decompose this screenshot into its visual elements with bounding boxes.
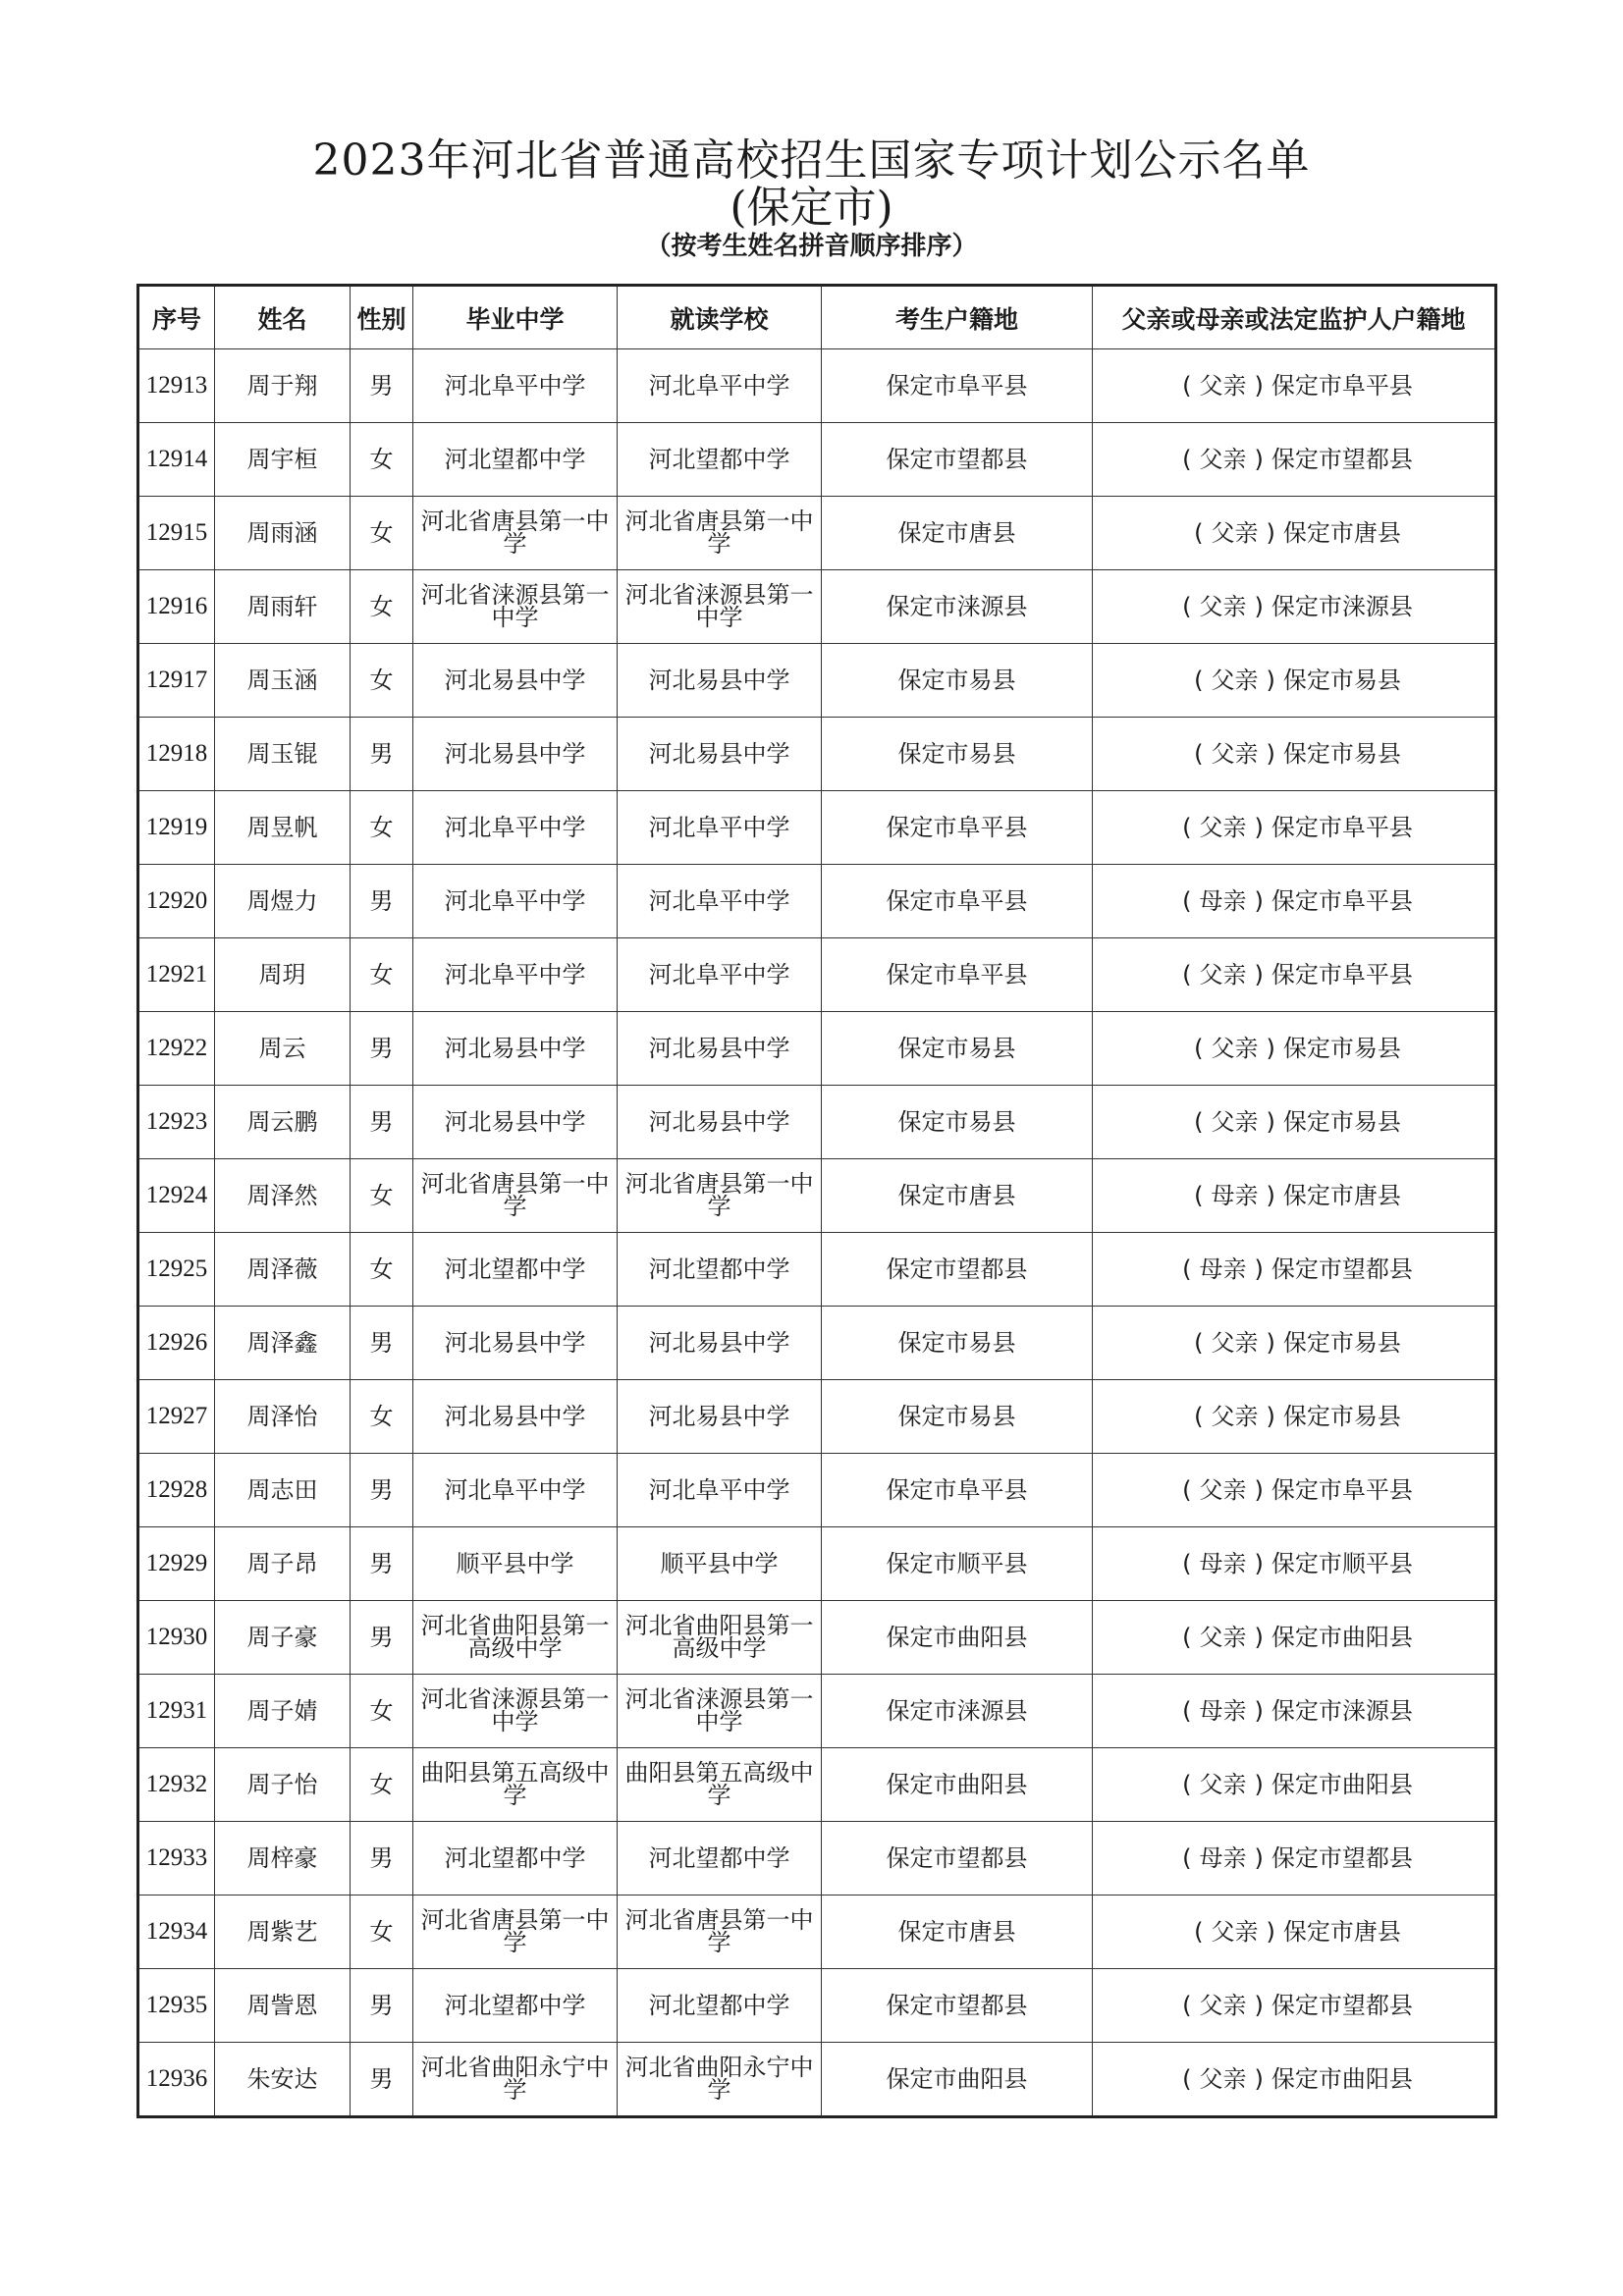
sort-note: （按考生姓名拼音顺序排序） [645, 232, 978, 261]
cell-name: 周子婧 [215, 1675, 351, 1748]
cell-no: 12929 [138, 1527, 215, 1601]
guardian-relation: 父亲 [1211, 1108, 1259, 1136]
table-row [138, 791, 1496, 865]
cell-guardian-hukou: ( 父亲 ) 保定市易县 [1093, 718, 1496, 791]
table-body [138, 349, 1496, 2117]
cell-grad-school: 河北阜平中学 [413, 791, 618, 865]
cell-study-school: 河北省唐县第一中学 [618, 1159, 822, 1233]
cell-no: 12930 [138, 1601, 215, 1675]
cell-name: 周玉锟 [215, 718, 351, 791]
guardian-relation: 父亲 [1199, 593, 1247, 620]
cell-study-school: 河北望都中学 [618, 1233, 822, 1307]
cell-hukou: 保定市曲阳县 [822, 1748, 1093, 1822]
table-row [138, 2043, 1496, 2117]
cell-name: 周雨涵 [215, 497, 351, 570]
cell-grad-school: 河北易县中学 [413, 1012, 618, 1086]
cell-no: 12923 [138, 1086, 215, 1159]
cell-hukou: 保定市易县 [822, 718, 1093, 791]
cell-study-school: 顺平县中学 [618, 1527, 822, 1601]
cell-no: 12927 [138, 1380, 215, 1454]
column-header-hukou: 考生户籍地 [822, 286, 1093, 349]
column-header-study-school: 就读学校 [618, 286, 822, 349]
guardian-relation: 父亲 [1199, 372, 1247, 400]
table-row [138, 1675, 1496, 1748]
cell-gender: 女 [351, 1675, 413, 1748]
cell-guardian-hukou: ( 父亲 ) 保定市易县 [1093, 1012, 1496, 1086]
cell-grad-school: 河北省曲阳永宁中学 [413, 2043, 618, 2117]
cell-no: 12919 [138, 791, 215, 865]
cell-hukou: 保定市顺平县 [822, 1527, 1093, 1601]
guardian-location: 保定市顺平县 [1271, 1550, 1413, 1577]
cell-grad-school: 河北易县中学 [413, 644, 618, 718]
guardian-location: 保定市涞源县 [1271, 593, 1413, 620]
cell-hukou: 保定市阜平县 [822, 865, 1093, 938]
table-row [138, 1012, 1496, 1086]
cell-grad-school: 河北易县中学 [413, 1380, 618, 1454]
cell-grad-school: 河北省唐县第一中学 [413, 497, 618, 570]
cell-gender: 男 [351, 1307, 413, 1380]
cell-gender: 女 [351, 938, 413, 1012]
cell-name: 周子怡 [215, 1748, 351, 1822]
cell-study-school: 河北易县中学 [618, 644, 822, 718]
cell-grad-school: 河北省唐县第一中学 [413, 1896, 618, 1969]
cell-grad-school: 河北望都中学 [413, 1969, 618, 2043]
cell-hukou: 保定市望都县 [822, 1822, 1093, 1896]
cell-no: 12933 [138, 1822, 215, 1896]
cell-hukou: 保定市唐县 [822, 497, 1093, 570]
admission-list-table [136, 284, 1497, 2118]
cell-guardian-hukou: ( 父亲 ) 保定市易县 [1093, 1380, 1496, 1454]
table-row [138, 1454, 1496, 1527]
guardian-location: 保定市易县 [1282, 740, 1401, 768]
cell-guardian-hukou: ( 父亲 ) 保定市曲阳县 [1093, 1748, 1496, 1822]
guardian-location: 保定市阜平县 [1271, 887, 1413, 915]
cell-study-school: 河北望都中学 [618, 1822, 822, 1896]
cell-study-school: 河北望都中学 [618, 423, 822, 497]
cell-name: 周云鹏 [215, 1086, 351, 1159]
table-row [138, 1086, 1496, 1159]
cell-guardian-hukou: ( 父亲 ) 保定市唐县 [1093, 497, 1496, 570]
cell-study-school: 河北阜平中学 [618, 1454, 822, 1527]
cell-grad-school: 河北望都中学 [413, 1822, 618, 1896]
cell-gender: 男 [351, 1822, 413, 1896]
table-header-row [138, 286, 1496, 349]
cell-guardian-hukou: ( 父亲 ) 保定市易县 [1093, 1086, 1496, 1159]
cell-study-school: 河北省唐县第一中学 [618, 1896, 822, 1969]
cell-hukou: 保定市曲阳县 [822, 1601, 1093, 1675]
cell-study-school: 河北易县中学 [618, 1380, 822, 1454]
cell-name: 周于翔 [215, 349, 351, 423]
cell-gender: 女 [351, 1896, 413, 1969]
cell-guardian-hukou: ( 父亲 ) 保定市阜平县 [1093, 1454, 1496, 1527]
cell-no: 12922 [138, 1012, 215, 1086]
guardian-location: 保定市唐县 [1282, 519, 1401, 547]
cell-grad-school: 曲阳县第五高级中学 [413, 1748, 618, 1822]
cell-study-school: 河北阜平中学 [618, 938, 822, 1012]
table-row [138, 1233, 1496, 1307]
cell-name: 周子昂 [215, 1527, 351, 1601]
guardian-location: 保定市阜平县 [1271, 961, 1413, 988]
cell-name: 周泽然 [215, 1159, 351, 1233]
table-row [138, 644, 1496, 718]
cell-study-school: 河北易县中学 [618, 718, 822, 791]
guardian-location: 保定市易县 [1282, 667, 1401, 694]
table-row [138, 1822, 1496, 1896]
guardian-location: 保定市涞源县 [1271, 1697, 1413, 1725]
cell-hukou: 保定市涞源县 [822, 1675, 1093, 1748]
guardian-location: 保定市阜平县 [1271, 1476, 1413, 1504]
cell-hukou: 保定市易县 [822, 1380, 1093, 1454]
cell-name: 周泽薇 [215, 1233, 351, 1307]
guardian-relation: 父亲 [1211, 740, 1259, 768]
cell-no: 12935 [138, 1969, 215, 2043]
cell-grad-school: 河北省曲阳县第一高级中学 [413, 1601, 618, 1675]
cell-gender: 女 [351, 1748, 413, 1822]
cell-hukou: 保定市易县 [822, 1086, 1093, 1159]
cell-no: 12926 [138, 1307, 215, 1380]
cell-no: 12924 [138, 1159, 215, 1233]
cell-name: 周子豪 [215, 1601, 351, 1675]
cell-grad-school: 河北望都中学 [413, 1233, 618, 1307]
guardian-location: 保定市易县 [1282, 1035, 1401, 1062]
cell-gender: 男 [351, 1601, 413, 1675]
cell-no: 12913 [138, 349, 215, 423]
table-row [138, 1307, 1496, 1380]
cell-grad-school: 河北省涞源县第一中学 [413, 1675, 618, 1748]
cell-grad-school: 河北省涞源县第一中学 [413, 570, 618, 644]
page-subtitle: (保定市) [730, 183, 893, 233]
cell-guardian-hukou: ( 母亲 ) 保定市顺平县 [1093, 1527, 1496, 1601]
cell-gender: 女 [351, 1380, 413, 1454]
cell-guardian-hukou: ( 父亲 ) 保定市望都县 [1093, 1969, 1496, 2043]
cell-name: 周泽鑫 [215, 1307, 351, 1380]
column-header-gender: 性别 [351, 286, 413, 349]
column-header-no: 序号 [138, 286, 215, 349]
cell-gender: 男 [351, 1527, 413, 1601]
cell-name: 周梓豪 [215, 1822, 351, 1896]
cell-gender: 女 [351, 1159, 413, 1233]
guardian-relation: 父亲 [1199, 814, 1247, 841]
cell-gender: 女 [351, 497, 413, 570]
cell-guardian-hukou: ( 父亲 ) 保定市阜平县 [1093, 938, 1496, 1012]
guardian-location: 保定市望都县 [1271, 446, 1413, 473]
cell-study-school: 曲阳县第五高级中学 [618, 1748, 822, 1822]
cell-hukou: 保定市望都县 [822, 423, 1093, 497]
table-row [138, 718, 1496, 791]
table-row [138, 1159, 1496, 1233]
cell-name: 周雨轩 [215, 570, 351, 644]
cell-no: 12914 [138, 423, 215, 497]
cell-study-school: 河北省唐县第一中学 [618, 497, 822, 570]
guardian-location: 保定市阜平县 [1271, 372, 1413, 400]
cell-no: 12921 [138, 938, 215, 1012]
cell-name: 周宇桓 [215, 423, 351, 497]
cell-name: 朱安达 [215, 2043, 351, 2117]
guardian-relation: 父亲 [1199, 961, 1247, 988]
guardian-location: 保定市易县 [1282, 1329, 1401, 1357]
cell-guardian-hukou: ( 父亲 ) 保定市唐县 [1093, 1896, 1496, 1969]
table-row [138, 1601, 1496, 1675]
cell-no: 12932 [138, 1748, 215, 1822]
cell-gender: 男 [351, 1086, 413, 1159]
cell-hukou: 保定市涞源县 [822, 570, 1093, 644]
cell-gender: 男 [351, 1969, 413, 2043]
cell-study-school: 河北阜平中学 [618, 791, 822, 865]
cell-guardian-hukou: ( 父亲 ) 保定市阜平县 [1093, 791, 1496, 865]
column-header-name: 姓名 [215, 286, 351, 349]
cell-no: 12925 [138, 1233, 215, 1307]
guardian-relation: 母亲 [1199, 1697, 1247, 1725]
guardian-relation: 父亲 [1199, 1992, 1247, 2019]
cell-guardian-hukou: ( 母亲 ) 保定市唐县 [1093, 1159, 1496, 1233]
column-header-guardian-hukou: 父亲或母亲或法定监护人户籍地 [1093, 286, 1496, 349]
guardian-relation: 父亲 [1199, 1624, 1247, 1651]
guardian-relation: 父亲 [1211, 519, 1259, 547]
cell-study-school: 河北省涞源县第一中学 [618, 1675, 822, 1748]
cell-study-school: 河北易县中学 [618, 1086, 822, 1159]
guardian-location: 保定市曲阳县 [1271, 1771, 1413, 1798]
cell-hukou: 保定市望都县 [822, 1233, 1093, 1307]
cell-no: 12916 [138, 570, 215, 644]
guardian-location: 保定市望都县 [1271, 1255, 1413, 1283]
cell-gender: 女 [351, 423, 413, 497]
cell-grad-school: 河北阜平中学 [413, 865, 618, 938]
cell-study-school: 河北阜平中学 [618, 865, 822, 938]
guardian-location: 保定市望都县 [1271, 1844, 1413, 1872]
cell-gender: 男 [351, 1012, 413, 1086]
cell-name: 周泽怡 [215, 1380, 351, 1454]
cell-name: 周昱帆 [215, 791, 351, 865]
cell-name: 周玥 [215, 938, 351, 1012]
cell-study-school: 河北省曲阳县第一高级中学 [618, 1601, 822, 1675]
cell-grad-school: 河北易县中学 [413, 1086, 618, 1159]
guardian-relation: 父亲 [1211, 1329, 1259, 1357]
cell-gender: 男 [351, 349, 413, 423]
guardian-relation: 父亲 [1211, 1918, 1259, 1946]
cell-hukou: 保定市阜平县 [822, 1454, 1093, 1527]
table-row [138, 497, 1496, 570]
cell-hukou: 保定市阜平县 [822, 791, 1093, 865]
guardian-location: 保定市易县 [1282, 1108, 1401, 1136]
guardian-relation: 母亲 [1199, 1844, 1247, 1872]
cell-grad-school: 河北阜平中学 [413, 938, 618, 1012]
cell-study-school: 河北省曲阳永宁中学 [618, 2043, 822, 2117]
guardian-relation: 母亲 [1199, 1255, 1247, 1283]
cell-gender: 女 [351, 570, 413, 644]
cell-grad-school: 河北易县中学 [413, 1307, 618, 1380]
cell-hukou: 保定市阜平县 [822, 349, 1093, 423]
guardian-location: 保定市望都县 [1271, 1992, 1413, 2019]
page-title: 2023年河北省普通高校招生国家专项计划公示名单 [312, 135, 1311, 186]
cell-study-school: 河北易县中学 [618, 1012, 822, 1086]
guardian-relation: 父亲 [1211, 1035, 1259, 1062]
table-row [138, 423, 1496, 497]
guardian-relation: 父亲 [1199, 2065, 1247, 2093]
guardian-relation: 父亲 [1199, 1771, 1247, 1798]
cell-study-school: 河北省涞源县第一中学 [618, 570, 822, 644]
table-row [138, 1527, 1496, 1601]
cell-study-school: 河北易县中学 [618, 1307, 822, 1380]
cell-guardian-hukou: ( 父亲 ) 保定市曲阳县 [1093, 1601, 1496, 1675]
cell-hukou: 保定市阜平县 [822, 938, 1093, 1012]
cell-no: 12934 [138, 1896, 215, 1969]
cell-guardian-hukou: ( 母亲 ) 保定市涞源县 [1093, 1675, 1496, 1748]
table-row [138, 1896, 1496, 1969]
cell-grad-school: 河北阜平中学 [413, 1454, 618, 1527]
cell-name: 周訾恩 [215, 1969, 351, 2043]
table-row [138, 349, 1496, 423]
guardian-relation: 父亲 [1199, 1476, 1247, 1504]
table-row [138, 938, 1496, 1012]
guardian-location: 保定市易县 [1282, 1403, 1401, 1430]
cell-guardian-hukou: ( 父亲 ) 保定市易县 [1093, 644, 1496, 718]
cell-hukou: 保定市易县 [822, 1307, 1093, 1380]
cell-name: 周煜力 [215, 865, 351, 938]
column-header-grad-school: 毕业中学 [413, 286, 618, 349]
cell-guardian-hukou: ( 父亲 ) 保定市曲阳县 [1093, 2043, 1496, 2117]
guardian-relation: 父亲 [1211, 667, 1259, 694]
table-row [138, 1969, 1496, 2043]
table-row [138, 1748, 1496, 1822]
guardian-location: 保定市唐县 [1282, 1182, 1401, 1209]
cell-name: 周志田 [215, 1454, 351, 1527]
guardian-relation: 母亲 [1211, 1182, 1259, 1209]
cell-no: 12931 [138, 1675, 215, 1748]
cell-study-school: 河北阜平中学 [618, 349, 822, 423]
cell-gender: 男 [351, 718, 413, 791]
cell-no: 12920 [138, 865, 215, 938]
guardian-relation: 父亲 [1199, 446, 1247, 473]
cell-guardian-hukou: ( 母亲 ) 保定市阜平县 [1093, 865, 1496, 938]
cell-gender: 女 [351, 791, 413, 865]
table-row [138, 1380, 1496, 1454]
cell-hukou: 保定市唐县 [822, 1896, 1093, 1969]
cell-gender: 女 [351, 644, 413, 718]
cell-no: 12936 [138, 2043, 215, 2117]
guardian-location: 保定市唐县 [1282, 1918, 1401, 1946]
cell-gender: 女 [351, 1233, 413, 1307]
cell-guardian-hukou: ( 母亲 ) 保定市望都县 [1093, 1822, 1496, 1896]
cell-guardian-hukou: ( 父亲 ) 保定市易县 [1093, 1307, 1496, 1380]
cell-grad-school: 河北阜平中学 [413, 349, 618, 423]
cell-gender: 男 [351, 1454, 413, 1527]
guardian-location: 保定市曲阳县 [1271, 1624, 1413, 1651]
cell-guardian-hukou: ( 父亲 ) 保定市望都县 [1093, 423, 1496, 497]
guardian-relation: 母亲 [1199, 887, 1247, 915]
cell-no: 12928 [138, 1454, 215, 1527]
guardian-location: 保定市阜平县 [1271, 814, 1413, 841]
cell-no: 12915 [138, 497, 215, 570]
cell-guardian-hukou: ( 父亲 ) 保定市阜平县 [1093, 349, 1496, 423]
cell-name: 周玉涵 [215, 644, 351, 718]
table-row [138, 865, 1496, 938]
cell-gender: 男 [351, 2043, 413, 2117]
guardian-relation: 父亲 [1211, 1403, 1259, 1430]
cell-no: 12917 [138, 644, 215, 718]
cell-guardian-hukou: ( 父亲 ) 保定市涞源县 [1093, 570, 1496, 644]
cell-hukou: 保定市望都县 [822, 1969, 1093, 2043]
cell-grad-school: 顺平县中学 [413, 1527, 618, 1601]
cell-gender: 男 [351, 865, 413, 938]
guardian-location: 保定市曲阳县 [1271, 2065, 1413, 2093]
cell-hukou: 保定市易县 [822, 1012, 1093, 1086]
cell-name: 周云 [215, 1012, 351, 1086]
guardian-relation: 母亲 [1199, 1550, 1247, 1577]
cell-no: 12918 [138, 718, 215, 791]
cell-guardian-hukou: ( 母亲 ) 保定市望都县 [1093, 1233, 1496, 1307]
cell-grad-school: 河北省唐县第一中学 [413, 1159, 618, 1233]
cell-hukou: 保定市唐县 [822, 1159, 1093, 1233]
table-row [138, 570, 1496, 644]
cell-study-school: 河北望都中学 [618, 1969, 822, 2043]
cell-hukou: 保定市曲阳县 [822, 2043, 1093, 2117]
cell-grad-school: 河北望都中学 [413, 423, 618, 497]
cell-grad-school: 河北易县中学 [413, 718, 618, 791]
cell-hukou: 保定市易县 [822, 644, 1093, 718]
cell-name: 周紫艺 [215, 1896, 351, 1969]
